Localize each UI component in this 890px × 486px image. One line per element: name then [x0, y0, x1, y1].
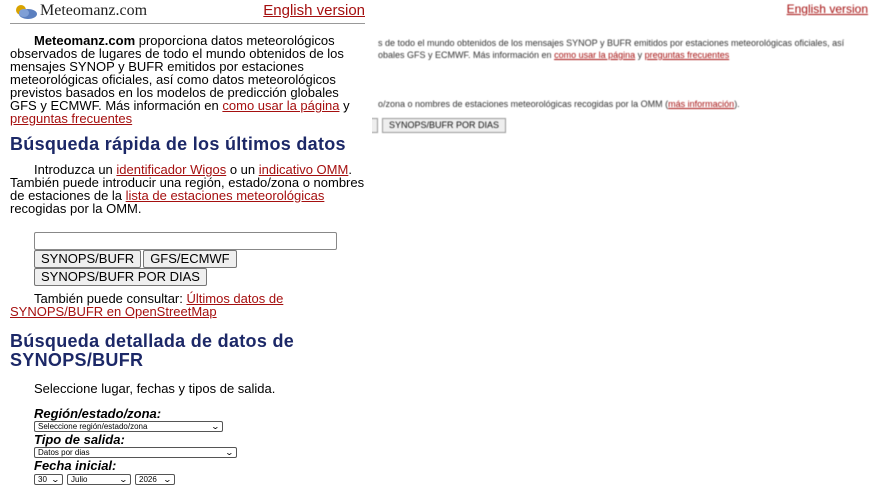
- bg-link-mas-info[interactable]: más información: [668, 99, 735, 109]
- logo-text: Meteomanz.com: [40, 2, 148, 19]
- bg-english-link[interactable]: English version: [786, 2, 868, 16]
- synops-bufr-button[interactable]: SYNOPS/BUFR: [34, 250, 141, 268]
- link-indicativo-omm[interactable]: indicativo OMM: [258, 162, 349, 177]
- link-lista-estaciones[interactable]: lista de estaciones meteorológicas: [125, 188, 325, 203]
- detailed-search-form: [34, 407, 372, 486]
- bg-link-como-usar[interactable]: como usar la página: [554, 50, 636, 60]
- chevron-down-icon: ⌄: [210, 422, 221, 431]
- search-buttons-row-2: [34, 268, 372, 286]
- output-type-label: Tipo de salida:: [34, 432, 125, 447]
- detailed-search-title: Búsqueda detallada de datos de SYNOPS/BUFR: [10, 331, 295, 370]
- brand-name: Meteomanz.com: [34, 33, 136, 48]
- gfs-ecmwf-button[interactable]: GFS/ECMWF: [143, 250, 236, 268]
- mobile-page: [0, 0, 372, 484]
- bg-quick-line: o/zona o nombres de estaciones meteorológicas recogidas por la OMM (más información).: [378, 99, 740, 109]
- start-day-select[interactable]: 30 ⌄: [34, 474, 63, 485]
- english-version-link[interactable]: English version: [263, 2, 365, 19]
- cloud-sun-icon: [12, 3, 38, 20]
- quick-search-form: [34, 232, 372, 286]
- start-date-label: Fecha inicial:: [34, 458, 117, 473]
- select-instructions: Seleccione lugar, fechas y tipos de salida.: [34, 381, 276, 396]
- link-preguntas-frecuentes[interactable]: preguntas frecuentes: [10, 111, 133, 126]
- region-select[interactable]: Seleccione región/estado/zona ⌄: [34, 421, 223, 432]
- link-openstreetmap[interactable]: Últimos datos de SYNOPS/BUFR en OpenStreetMap: [10, 291, 284, 319]
- bg-intro-line-1: s de todo el mundo obtenidos de los mensajes SYNOP y BUFR emitidos por estaciones meteorológicas oficiales, así: [378, 38, 845, 48]
- bg-intro-line-2: obales GFS y ECMWF. Más información en como usar la página y preguntas frecuentes: [378, 50, 730, 60]
- output-type-select[interactable]: Datos por dias ⌄: [34, 447, 237, 458]
- site-logo[interactable]: [12, 2, 147, 20]
- bg-link-preguntas[interactable]: preguntas frecuentes: [644, 50, 730, 60]
- link-identificador-wigos[interactable]: identificador Wigos: [116, 162, 227, 177]
- start-year-select[interactable]: 2026 ⌄: [135, 474, 175, 485]
- quick-search-title: Búsqueda rápida de los últimos datos: [10, 134, 346, 154]
- quick-search-description: Introduzca un identificador Wigos o un indicativo OMM. También puede introducir una región, estado/zona o nombres de estaciones de la lista de estaciones meteorológicas recogidas por la OMM.: [10, 162, 365, 216]
- bg-synops-dias-button[interactable]: SYNOPS/BUFR POR DIAS: [382, 118, 506, 133]
- chevron-down-icon: ⌄: [118, 475, 129, 484]
- top-bar: [10, 0, 365, 24]
- chevron-down-icon: ⌄: [50, 475, 61, 484]
- chevron-down-icon: ⌄: [224, 448, 235, 457]
- intro-paragraph: Meteomanz.com proporciona datos meteorológicos observados de lugares de todo el mundo obtenidos de los mensajes SYNOP y BUFR emitidos por estaciones meteorológicas oficiales, así como datos meteorológicos previstos basados en los modelos de predicción globales GFS y ECMWF. Más información en como usar la página y preguntas frecuentes: [10, 33, 350, 126]
- also-consult-text: También puede consultar: Últimos datos de SYNOPS/BUFR en OpenStreetMap: [10, 291, 284, 319]
- station-search-input[interactable]: [34, 232, 337, 250]
- search-buttons-row: [34, 250, 372, 268]
- link-como-usar[interactable]: como usar la página: [222, 98, 340, 113]
- region-label: Región/estado/zona:: [34, 406, 162, 421]
- synops-bufr-por-dias-button[interactable]: SYNOPS/BUFR POR DIAS: [34, 268, 207, 286]
- chevron-down-icon: ⌄: [162, 475, 173, 484]
- start-month-select[interactable]: Julio ⌄: [67, 474, 131, 485]
